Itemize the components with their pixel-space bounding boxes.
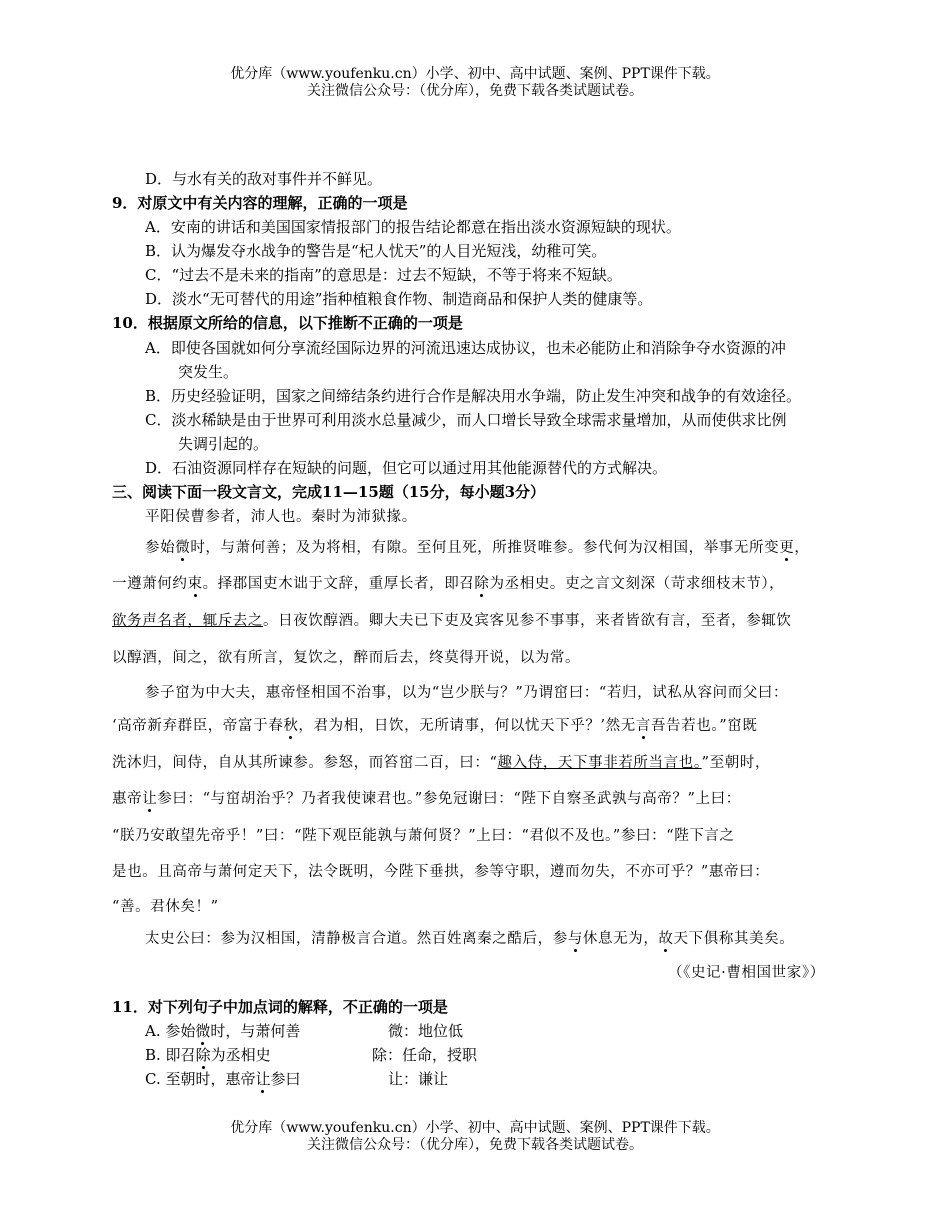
page-header-line2: 关注微信公众号：（优分库），免费下载各类试题试卷。 [307,83,643,99]
underlined-sentence: 欲务声名者，辄斥去之 [112,613,263,629]
q10-option-b: B．历史经验证明，国家之间缔结条约进行合作是解决用水争端，防止发生冲突和战争的有效途径。 [145,387,802,405]
page-header-line1: 优分库（www.youfenku.cn）小学、初中、高中试题、案例、PPT课件下载。 [230,66,720,82]
passage-p3-line5: “朕乃安敢望先帝乎！”曰：“陛下观臣能孰与萧何贤？”上曰：“君似不及也。”参曰：“陛下言之 [112,828,735,844]
passage-source: （《史记·曹相国世家》） [668,965,825,981]
page-footer-line1: 优分库（www.youfenku.cn）小学、初中、高中试题、案例、PPT课件下载。 [230,1120,720,1136]
passage-p2-line3: 欲务声名者，辄斥去之。日夜饮醇酒。卿大夫已下吏及宾客见参不事事，来者皆欲有言，至者，参辄饮 [112,613,792,629]
dotted-word: 故 [658,931,674,947]
dotted-word: 微 [175,540,191,556]
dotted-word: 除 [195,1046,211,1064]
passage-p3-line2: ‘高帝新弃群臣，帝富于春秋，君为相，日饮，无所请事，何以忧天下乎？’然无言吾告若也。”窋既 [112,718,758,734]
section3-title: 三、阅读下面一段文言文，完成11—15题（15分，每小题3分） [112,483,546,501]
passage-p2-line4: 以醇酒，间之，欲有所言，复饮之，醉而后去，终莫得开说，以为常。 [112,650,581,666]
q9-option-c: C．“过去不是未来的指南”的意思是：过去不短缺，不等于将来不短缺。 [145,266,622,284]
q10-option-a-line2: 突发生。 [178,363,239,381]
q9-option-b: B．认为爆发夺水战争的警告是“杞人忧天”的人目光短浅，幼稚可笑。 [145,242,607,260]
dotted-word: 让 [142,791,158,807]
dotted-word: 更 [779,540,795,556]
q9-option-a: A．安南的讲话和美国国家情报部门的报告结论都意在指出淡水资源短缺的现状。 [145,218,681,236]
passage-p3-line3: 洗沐归，间侍，自从其所谏参。参怒，而笞窋二百，曰：“趣入侍，天下事非若所当言也。”至朝时， [112,755,771,771]
q11-option-b: B. 即召除为丞相史 [145,1046,271,1064]
q9-stem: 9．对原文中有关内容的理解，正确的一项是 [112,194,408,212]
q11-stem: 11．对下列句子中加点词的解释，不正确的一项是 [112,998,448,1016]
q11-option-a: A. 参始微时，与萧何善 [145,1022,301,1040]
passage-p1: 平阳侯曹参者，沛人也。秦时为沛狱掾。 [145,509,417,525]
passage-p3-line6: 是也。且高帝与萧何定天下，法令既明，今陛下垂拱，参等守职，遵而勿失，不亦可乎？”惠帝曰： [112,864,770,880]
dotted-word: 除 [474,576,490,592]
passage-p3-line1: 参子窋为中大夫，惠帝怪相国不治事，以为“岂少朕与？”乃谓窋曰：“若归，试私从容问而父曰： [145,685,789,701]
q11-option-c-gloss: 让：谦让 [388,1070,449,1088]
dotted-word: 言 [635,718,651,734]
passage-p2-line2: 一遵萧何约束。择郡国吏木诎于文辞，重厚长者，即召除为丞相史。吏之言文刻深（苛求细枝末节）， [112,576,785,592]
q10-option-d: D．石油资源同样存在短缺的问题，但它可以通过用其他能源替代的方式解决。 [145,459,668,477]
dotted-word: 与 [567,931,583,947]
q10-option-a-line1: A．即使各国就如何分享流经国际边界的河流迅速达成协议，也未必能防止和消除争夺水资源的冲 [145,339,786,357]
dotted-word: 微 [195,1022,211,1040]
passage-p4: 太史公曰：参为汉相国，清静极言合道。然百姓离秦之酷后，参与休息无为，故天下俱称其美矣。 [145,931,795,947]
underlined-sentence: 趣入侍，天下事非若所当言也。 [497,755,702,771]
passage-p3-line4: 惠帝让参曰：“与窋胡治乎？乃者我使谏君也。”参免冠谢曰：“陛下自察圣武孰与高帝？”上曰： [112,791,741,807]
passage-p2-line1: 参始微时，与萧何善；及为将相，有隙。至何且死，所推贤唯参。参代何为汉相国，举事无所变更， [145,540,810,556]
page-footer-line2: 关注微信公众号：（优分库），免费下载各类试题试卷。 [307,1137,643,1153]
q8-option-d: D．与水有关的敌对事件并不鲜见。 [145,170,383,188]
q10-option-c-line1: C．淡水稀缺是由于世界可利用淡水总量减少，而人口增长导致全球需求量增加，从而使供求比例 [145,411,787,429]
q10-stem: 10．根据原文所给的信息，以下推断不正确的一项是 [112,314,463,332]
q11-option-c: C. 至朝时，惠帝让参曰 [145,1070,301,1088]
dotted-word: 秋 [283,718,299,734]
q11-option-a-gloss: 微：地位低 [388,1022,464,1040]
q11-option-b-gloss: 除：任命，授职 [372,1046,478,1064]
dotted-word: 束 [187,576,203,592]
passage-p3-line7: “善。君休矣！” [112,899,219,915]
q9-option-d: D．淡水“无可替代的用途”指种植粮食作物、制造商品和保护人类的健康等。 [145,290,653,308]
q10-option-c-line2: 失调引起的。 [178,435,269,453]
dotted-word: 让 [255,1070,271,1088]
